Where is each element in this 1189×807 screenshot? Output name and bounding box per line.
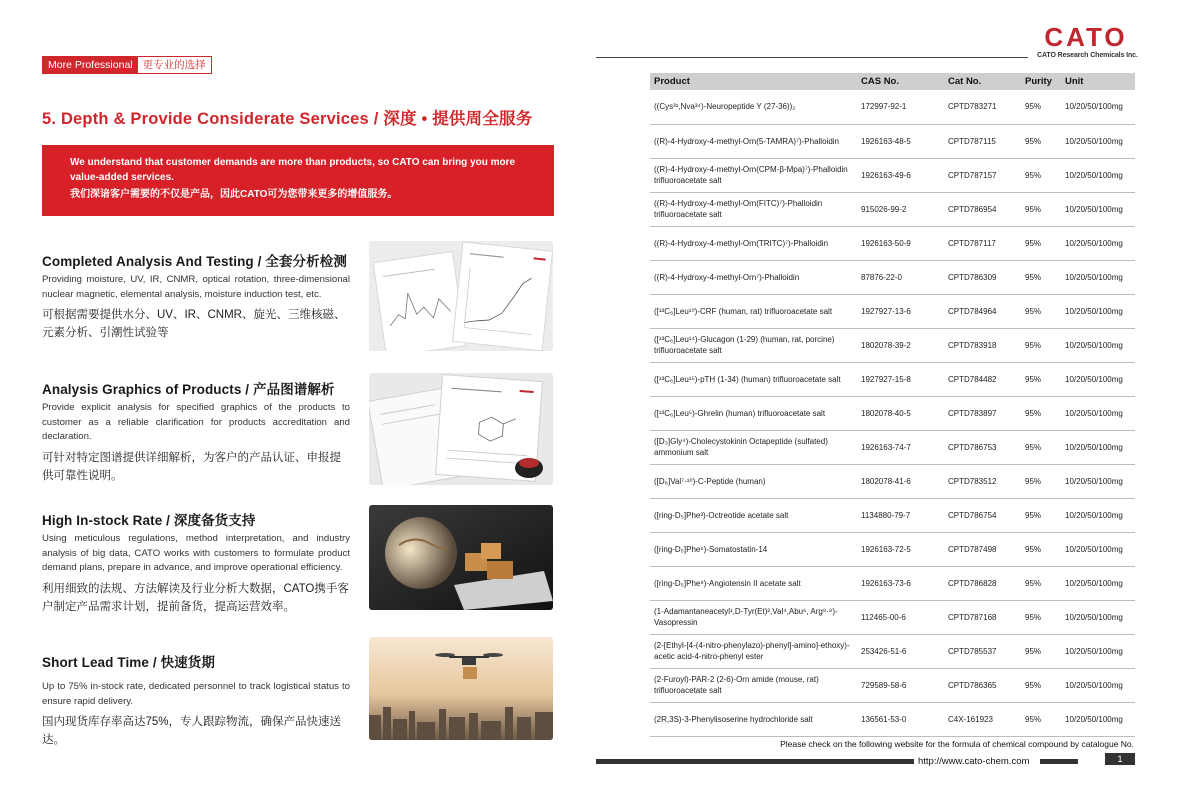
cell-unit: 10/20/50/100mg [1061,668,1135,702]
cell-purity: 95% [1021,464,1061,498]
tagline-badge [42,56,212,74]
cell-unit: 10/20/50/100mg [1061,702,1135,736]
table-row [650,158,1135,192]
cell-cat: CPTD783512 [944,464,1021,498]
cell-unit: 10/20/50/100mg [1061,158,1135,192]
service-title: Short Lead Time / 快速货期 [42,655,215,670]
cell-cat: CPTD783271 [944,90,1021,124]
cell-product: ([¹³C₆]Leu¹⁰)-CRF (human, rat) trifluoroacetate salt [650,294,857,328]
table-row [650,90,1135,124]
table-row [650,498,1135,532]
service-title: Completed Analysis And Testing / 全套分析检测 [42,254,347,269]
service-desc-en: Using meticulous regulations, method interpretation, and industry analysis of big data, CATO works with customers to formulate product demand plans, prepare in advance, and improve operational efficiency. [42,533,350,573]
cell-unit: 10/20/50/100mg [1061,430,1135,464]
cell-cas: 1926163-72-5 [857,532,944,566]
table-row [650,396,1135,430]
page-number: 1 [1105,753,1135,765]
cell-product: (2-[Ethyl-[4-(4-nitro-phenylazo)-phenyl]-amino]-ethoxy)-acetic acid-4-nitro-phenyl ester [650,634,857,668]
cell-purity: 95% [1021,430,1061,464]
service-title: High In-stock Rate / 深度备货支持 [42,513,256,528]
cell-unit: 10/20/50/100mg [1061,294,1135,328]
cell-unit: 10/20/50/100mg [1061,328,1135,362]
cell-cas: 1926163-48-5 [857,124,944,158]
cell-product: ([¹³C₆]Leu¹⁵)-pTH (1-34) (human) trifluoroacetate salt [650,362,857,396]
column-header-purity: Purity [1021,73,1061,90]
cell-purity: 95% [1021,566,1061,600]
cell-unit: 10/20/50/100mg [1061,90,1135,124]
cell-cat: CPTD786954 [944,192,1021,226]
cell-product: (2-Furoyl)-PAR-2 (2-6)-Orn amide (mouse, rat) trifluoroacetate salt [650,668,857,702]
cell-cat: CPTD787115 [944,124,1021,158]
cell-cas: 87876-22-0 [857,260,944,294]
section-title: 5. Depth & Provide Considerate Services / 深度 • 提供周全服务 [42,110,533,128]
cell-cas: 1134880-79-7 [857,498,944,532]
cell-product: (1-Adamantaneacetyl¹,D-Tyr(Et)²,Val⁴,Abu⁶, Arg⁸·⁹)-Vasopressin [650,600,857,634]
cell-unit: 10/20/50/100mg [1061,634,1135,668]
drone-delivery-image [369,637,553,740]
cell-cas: 253426-51-6 [857,634,944,668]
cell-cat: CPTD787498 [944,532,1021,566]
certificate-image [369,373,553,485]
table-row [650,328,1135,362]
cell-cat: CPTD783918 [944,328,1021,362]
table-header-row [650,73,1135,90]
intro-cn: 我们深谙客户需要的不仅是产品，因此CATO可为您带来更多的增值服务。 [70,189,398,200]
cell-cat: CPTD784482 [944,362,1021,396]
logo-wordmark: CATO [1044,22,1128,52]
service-desc-cn: 可针对特定图谱提供详细解析，为客户的产品认证、申报提供可靠性说明。 [42,451,341,482]
cell-purity: 95% [1021,158,1061,192]
cell-product: ([ring-D₅]Phe⁸)-Angiotensin II acetate salt [650,566,857,600]
analysis-report-image [369,241,553,351]
table-row [650,702,1135,736]
cell-cat: CPTD787168 [944,600,1021,634]
column-header-product: Product [650,73,857,90]
cell-unit: 10/20/50/100mg [1061,498,1135,532]
logo-subtitle: CATO Research Chemicals Inc. [1037,52,1138,59]
service-desc-en: Providing moisture, UV, IR, CNMR, optical rotation, three-dimensional nuclear magnetic, elemental analysis, moisture induction test, etc. [42,274,350,300]
cell-cat: CPTD786309 [944,260,1021,294]
intro-en: We understand that customer demands are more than products, so CATO can bring you more value-added services. [70,157,516,183]
table-row [650,634,1135,668]
service-block-stock [42,509,350,616]
table-row [650,566,1135,600]
cell-purity: 95% [1021,90,1061,124]
service-desc-cn: 利用细致的法规、方法解读及行业分析大数据，CATO携手客户制定产品需求计划，提前备货，提高运营效率。 [42,582,349,613]
cell-product: ([ring-D₅]Phe³)-Octreotide acetate salt [650,498,857,532]
table-row [650,260,1135,294]
cell-cas: 1926163-50-9 [857,226,944,260]
table-row [650,362,1135,396]
cell-cas: 112465-00-6 [857,600,944,634]
intro-banner [42,145,554,216]
table-row [650,124,1135,158]
cell-cat: CPTD787157 [944,158,1021,192]
cell-unit: 10/20/50/100mg [1061,600,1135,634]
cell-unit: 10/20/50/100mg [1061,566,1135,600]
cell-unit: 10/20/50/100mg [1061,464,1135,498]
cell-cat: CPTD786828 [944,566,1021,600]
cell-purity: 95% [1021,498,1061,532]
tagline-cn: 更专业的选择 [138,57,211,73]
cell-cas: 1926163-73-6 [857,566,944,600]
cell-purity: 95% [1021,532,1061,566]
cell-cat: CPTD783897 [944,396,1021,430]
table-row [650,226,1135,260]
cell-purity: 95% [1021,294,1061,328]
cell-product: ((R)-4-Hydroxy-4-methyl-Orn⁷)-Phalloidin [650,260,857,294]
cell-unit: 10/20/50/100mg [1061,226,1135,260]
cell-unit: 10/20/50/100mg [1061,396,1135,430]
cell-cas: 1927927-13-6 [857,294,944,328]
table-row [650,294,1135,328]
table-row [650,600,1135,634]
cell-cat: CPTD786754 [944,498,1021,532]
cell-unit: 10/20/50/100mg [1061,124,1135,158]
service-desc-en: Up to 75% in-stock rate, dedicated personnel to track logistical status to ensure rapid delivery. [42,681,350,707]
cell-cat: CPTD786753 [944,430,1021,464]
cell-purity: 95% [1021,226,1061,260]
cell-cas: 1926163-74-7 [857,430,944,464]
cell-cat: CPTD787117 [944,226,1021,260]
website-link[interactable]: http://www.cato-chem.com [918,756,1030,767]
cell-product: ((R)-4-Hydroxy-4-methyl-Orn(5-TAMRA)⁷)-Phalloidin [650,124,857,158]
cell-cas: 136561-53-0 [857,702,944,736]
cell-purity: 95% [1021,260,1061,294]
cell-cat: CPTD786365 [944,668,1021,702]
cell-product: ([D₈]Val⁷·¹⁰)-C-Peptide (human) [650,464,857,498]
cell-purity: 95% [1021,600,1061,634]
footer-note: Please check on the following website for the formula of chemical compound by catalogue No. [780,739,1134,749]
cell-cas: 1802078-41-6 [857,464,944,498]
cell-purity: 95% [1021,362,1061,396]
service-block-leadtime [42,651,350,749]
column-header-cas: CAS No. [857,73,944,90]
cell-purity: 95% [1021,634,1061,668]
header-rule [596,57,1028,58]
cell-product: ([D₃]Gly⁴)-Cholecystokinin Octapeptide (sulfated) ammonium salt [650,430,857,464]
cell-cas: 172997-92-1 [857,90,944,124]
cell-product: ((R)-4-Hydroxy-4-methyl-Orn(CPM-β-Mpa)⁷)-Phalloidin trifluoroacetate salt [650,158,857,192]
cell-unit: 10/20/50/100mg [1061,192,1135,226]
cell-product: ([¹³C₆]Leu⁵)-Ghrelin (human) trifluoroacetate salt [650,396,857,430]
cell-purity: 95% [1021,192,1061,226]
footer-bar-left [596,759,914,764]
table-row [650,430,1135,464]
cell-unit: 10/20/50/100mg [1061,260,1135,294]
cell-cas: 1927927-15-8 [857,362,944,396]
cell-product: (2R,3S)-3-Phenylisoserine hydrochloride salt [650,702,857,736]
cell-purity: 95% [1021,124,1061,158]
service-desc-cn: 可根据需要提供水分、UV、IR、CNMR、旋光、三维核磁、元素分析、引潮性试验等 [42,309,346,339]
cell-cat: C4X-161923 [944,702,1021,736]
table-row [650,192,1135,226]
cell-product: ([¹³C₆]Leu¹⁴)-Glucagon (1-29) (human, rat, porcine) trifluoroacetate salt [650,328,857,362]
cell-cat: CPTD784964 [944,294,1021,328]
service-title: Analysis Graphics of Products / 产品图谱解析 [42,382,335,397]
service-block-graphics [42,378,350,485]
column-header-unit: Unit [1061,73,1135,90]
cell-unit: 10/20/50/100mg [1061,532,1135,566]
service-desc-cn: 国内现货库存率高达75%，专人跟踪物流，确保产品快速送达。 [42,716,342,746]
cell-product: ([ring-D₅]Phe⁶)-Somatostatin-14 [650,532,857,566]
cell-purity: 95% [1021,328,1061,362]
service-block-analysis [42,250,350,342]
service-desc-en: Provide explicit analysis for specified graphics of the products to customer as a reliable clarification for products accreditation and declaration. [42,402,350,442]
table-row [650,464,1135,498]
column-header-cat: Cat No. [944,73,1021,90]
cell-cas: 1926163-49-6 [857,158,944,192]
cell-cat: CPTD785537 [944,634,1021,668]
table-row [650,668,1135,702]
product-table [650,73,1135,737]
cell-cas: 729589-58-6 [857,668,944,702]
table-row [650,532,1135,566]
cell-purity: 95% [1021,702,1061,736]
cell-purity: 95% [1021,396,1061,430]
cell-product: ((R)-4-Hydroxy-4-methyl-Orn(TRITC)⁷)-Phalloidin [650,226,857,260]
cell-product: ((R)-4-Hydroxy-4-methyl-Orn(FITC)⁷)-Phalloidin trifluoroacetate salt [650,192,857,226]
footer-bar-right [1040,759,1078,764]
tagline-en: More Professional [43,57,138,73]
logistics-laptop-image [369,505,553,610]
cell-cas: 915026-99-2 [857,192,944,226]
cell-purity: 95% [1021,668,1061,702]
cell-product: ((Cys³¹,Nva³⁴)-Neuropeptide Y (27-36))₂ [650,90,857,124]
cato-logo [1037,22,1138,66]
cell-cas: 1802078-40-5 [857,396,944,430]
cell-unit: 10/20/50/100mg [1061,362,1135,396]
cell-cas: 1802078-39-2 [857,328,944,362]
